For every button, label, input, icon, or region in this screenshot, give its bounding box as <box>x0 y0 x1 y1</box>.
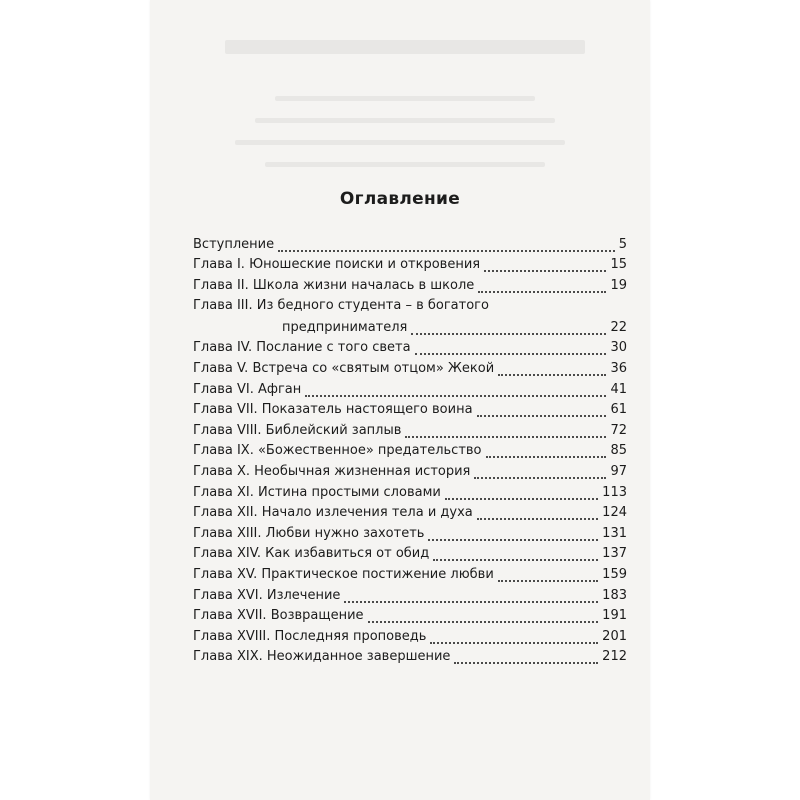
page-number: 41 <box>610 381 627 397</box>
toc-entry-title: Глава IX. «Божественное» предательство <box>193 443 482 459</box>
toc-entry <box>193 503 627 524</box>
table-of-contents <box>193 234 627 667</box>
toc-entry-row <box>193 235 627 255</box>
page-number: 191 <box>602 608 627 624</box>
page-number: 137 <box>602 546 627 562</box>
toc-entry <box>193 275 627 296</box>
dot-leader <box>433 558 598 561</box>
dot-leader <box>477 414 607 417</box>
toc-entry-title: предпринимателя <box>282 319 408 335</box>
toc-entry-row <box>193 503 627 523</box>
toc-entry-row <box>193 586 627 606</box>
toc-entry-title: Глава VIII. Библейский заплыв <box>193 422 402 438</box>
dot-leader <box>486 455 607 458</box>
toc-entry <box>193 255 627 276</box>
toc-entry <box>193 379 627 400</box>
dot-leader <box>428 538 598 541</box>
toc-entry-row <box>193 483 627 503</box>
toc-entry <box>193 544 627 565</box>
page-number: 212 <box>602 649 627 665</box>
toc-entry-title: Глава V. Встреча со «святым отцом» Жекой <box>193 360 495 376</box>
page-number: 85 <box>610 443 627 459</box>
toc-entry-row <box>193 544 627 564</box>
dot-leader <box>305 394 606 397</box>
toc-entry <box>193 400 627 421</box>
dot-leader <box>474 476 606 479</box>
page-number: 36 <box>610 360 627 376</box>
page-number: 97 <box>610 463 627 479</box>
toc-entry-row <box>193 647 627 667</box>
toc-entry-row <box>193 400 627 420</box>
toc-entry-row <box>193 359 627 379</box>
toc-entry-row <box>193 255 627 275</box>
toc-entry-title: Глава XVI. Излечение <box>193 587 341 603</box>
page-number: 30 <box>610 340 627 356</box>
toc-entry <box>193 626 627 647</box>
toc-entry <box>193 338 627 359</box>
toc-entry-title: Глава I. Юношеские поиски и откровения <box>193 257 481 273</box>
toc-entry-title: Глава XIX. Неожиданное завершение <box>193 649 451 665</box>
toc-entry <box>193 523 627 544</box>
dot-leader <box>405 435 606 438</box>
dot-leader <box>454 661 598 664</box>
dot-leader <box>478 290 606 293</box>
toc-entry <box>193 358 627 379</box>
toc-entry-row <box>193 338 627 358</box>
toc-entry-row <box>193 627 627 647</box>
toc-entry-row <box>193 524 627 544</box>
toc-entry-title: Глава XI. Истина простыми словами <box>193 484 441 500</box>
dot-leader <box>498 579 598 582</box>
page-number: 124 <box>602 505 627 521</box>
toc-entry <box>193 420 627 441</box>
toc-entry-row <box>193 606 627 626</box>
page-number: 72 <box>610 422 627 438</box>
toc-entry-row <box>193 421 627 441</box>
toc-entry <box>193 234 627 255</box>
toc-entry-title: Глава X. Необычная жизненная история <box>193 463 471 479</box>
page-number: 22 <box>610 319 627 335</box>
page-number: 131 <box>602 525 627 541</box>
page-number: 159 <box>602 566 627 582</box>
page-number: 113 <box>602 484 627 500</box>
toc-entry-row <box>193 276 627 296</box>
toc-entry-row <box>193 441 627 461</box>
dot-leader <box>477 517 598 520</box>
toc-entry-title: Глава XIV. Как избавиться от обид <box>193 546 430 562</box>
toc-entry <box>193 441 627 462</box>
toc-entry-title: Глава XIII. Любви нужно захотеть <box>193 525 425 541</box>
page-number: 5 <box>618 236 627 252</box>
toc-entry <box>193 585 627 606</box>
dot-leader <box>498 373 606 376</box>
page-number: 15 <box>610 257 627 273</box>
page-title: Оглавление <box>339 189 461 209</box>
toc-entry <box>193 564 627 585</box>
page-number: 61 <box>610 402 627 418</box>
toc-entry-title: Глава II. Школа жизни началась в школе <box>193 277 475 293</box>
toc-entry-title: Глава IV. Послание с того света <box>193 340 411 356</box>
dot-leader <box>411 332 606 335</box>
toc-entry-title-line1: Глава III. Из бедного студента – в богатого <box>193 297 489 313</box>
toc-entry <box>193 461 627 482</box>
toc-entry-title: Глава XV. Практическое постижение любви <box>193 566 494 582</box>
toc-entry-title: Глава VI. Афган <box>193 381 302 397</box>
dot-leader <box>430 641 598 644</box>
toc-entry-row <box>193 565 627 585</box>
toc-entry <box>193 482 627 503</box>
dot-leader <box>484 269 606 272</box>
toc-entry <box>193 606 627 627</box>
dot-leader <box>368 620 599 623</box>
toc-entry <box>193 296 627 338</box>
dot-leader <box>344 600 598 603</box>
toc-entry-row <box>193 462 627 482</box>
page-number: 201 <box>602 628 627 644</box>
dot-leader <box>278 249 615 252</box>
toc-entry-row <box>193 380 627 400</box>
page-number: 19 <box>610 277 627 293</box>
dot-leader <box>445 497 598 500</box>
toc-entry-title: Глава XVIII. Последняя проповедь <box>193 628 427 644</box>
toc-entry-title: Глава VII. Показатель настоящего воина <box>193 402 473 418</box>
toc-entry-title: Глава XVII. Возвращение <box>193 608 364 624</box>
toc-entry <box>193 647 627 668</box>
page-number: 183 <box>602 587 627 603</box>
toc-entry-row <box>282 318 627 338</box>
toc-entry-title: Вступление <box>193 236 275 252</box>
dot-leader <box>415 352 607 355</box>
toc-entry-title: Глава XII. Начало излечения тела и духа <box>193 505 473 521</box>
